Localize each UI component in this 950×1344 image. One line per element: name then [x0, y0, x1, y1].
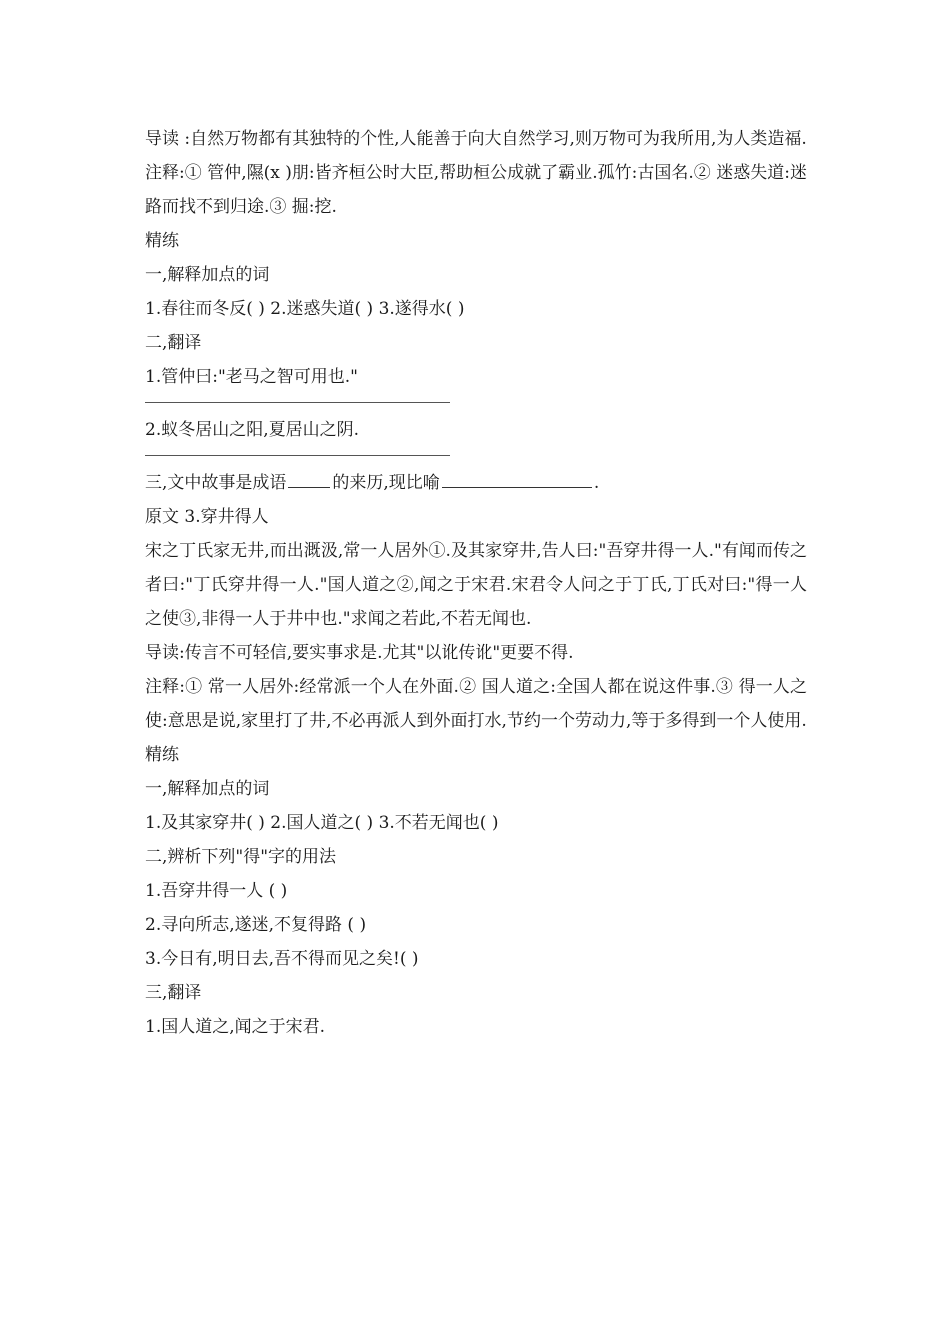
distinguish-item-3: 3.今日有,明日去,吾不得而见之矣!( ) — [145, 949, 419, 969]
question-idiom — [145, 466, 807, 500]
notes-text-1: 注释:① 管仲,隰(x )朋:皆齐桓公时大臣,帮助桓公成就了霸业.孤竹:古国名.② 迷惑失道:迷路而找不到归途.③ 掘:挖. — [145, 163, 807, 217]
answer-line-2[interactable] — [145, 455, 450, 456]
section-heading-practice-1: 精练 — [145, 231, 179, 251]
question-heading-explain-1: 一,解释加点的词 — [145, 265, 270, 285]
idiom-blank[interactable] — [288, 486, 330, 488]
answer-line-1[interactable] — [145, 402, 450, 403]
document-page — [145, 122, 807, 1044]
question-heading-distinguish: 二,辨析下列"得"字的用法 — [145, 847, 337, 867]
distinguish-item-2: 2.寻向所志,遂迷,不复得路 ( ) — [145, 915, 367, 935]
metaphor-blank[interactable] — [442, 486, 592, 488]
guide-text-2: 导读:传言不可轻信,要实事求是.尤其"以讹传讹"更要不得. — [145, 643, 574, 663]
idiom-text-c: . — [593, 473, 600, 493]
question-heading-explain-2: 一,解释加点的词 — [145, 779, 270, 799]
question-explain-items-1: 1.春往而冬反( ) 2.迷惑失道( ) 3.遂得水( ) — [145, 299, 465, 319]
notes-text-2: 注释:① 常一人居外:经常派一个人在外面.② 国人道之:全国人都在说这件事.③ 得一人之使:意思是说,家里打了井,不必再派人到外面打水,节约一个劳动力,等于多得到一个人使用. — [145, 677, 807, 731]
translate-item-2: 2.蚁冬居山之阳,夏居山之阴. — [145, 420, 360, 440]
original-text-heading: 原文 3.穿井得人 — [145, 507, 269, 527]
translate-item-3: 1.国人道之,闻之于宋君. — [145, 1017, 326, 1037]
original-text-body: 宋之丁氏家无井,而出溉汲,常一人居外①.及其家穿井,告人曰:"吾穿井得一人."有闻而传之者曰:"丁氏穿井得一人."国人道之②,闻之于宋君.宋君令人问之于丁氏,丁氏对曰:"得一人之使③,非得一人于井中也."求闻之若此,不若无闻也. — [145, 541, 807, 629]
idiom-text-b: 的来历,现比喻 — [332, 473, 440, 493]
section-heading-practice-2: 精练 — [145, 745, 179, 765]
translate-item-1: 1.管仲曰:"老马之智可用也." — [145, 367, 358, 387]
question-heading-translate-2: 三,翻译 — [145, 983, 202, 1003]
guide-text-1: 导读 :自然万物都有其独特的个性,人能善于向大自然学习,则万物可为我所用,为人类造福. — [145, 129, 807, 149]
question-explain-items-2: 1.及其家穿井( ) 2.国人道之( ) 3.不若无闻也( ) — [145, 813, 499, 833]
question-heading-translate-1: 二,翻译 — [145, 333, 202, 353]
distinguish-item-1: 1.吾穿井得一人 ( ) — [145, 881, 288, 901]
idiom-text-a: 三,文中故事是成语 — [145, 473, 287, 493]
